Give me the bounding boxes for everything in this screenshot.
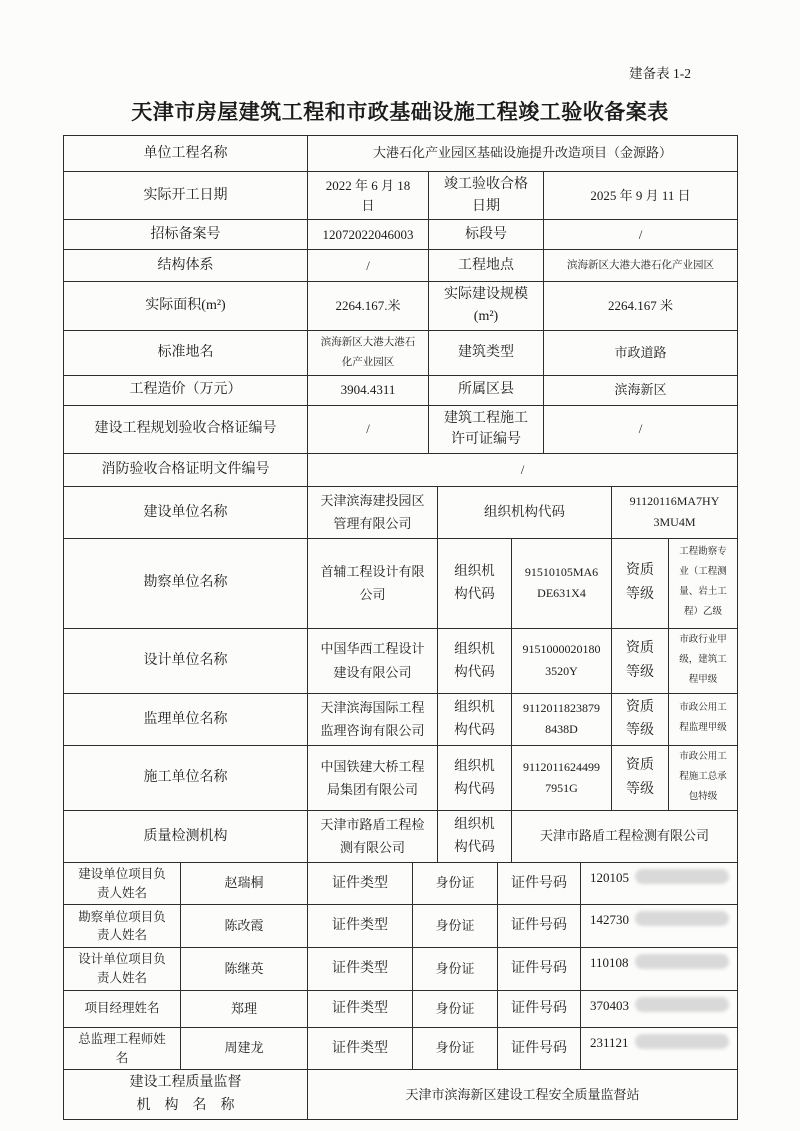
- row-survey-project-leader: [64, 905, 738, 948]
- general-label-2: 招标备案号: [64, 220, 308, 250]
- personnel-label-0: 建设单位项目负责人姓名: [64, 862, 181, 905]
- qualification-label-4: 资质等级: [612, 746, 669, 811]
- record-form-table: [63, 135, 800, 1120]
- qualification-value-1: 工程勘察专业（工程测量、岩土工程）乙级: [669, 538, 738, 628]
- personnel-label-1: 勘察单位项目负责人姓名: [64, 905, 181, 948]
- general-value-5: 滨海新区大港大港石化产业园区: [308, 330, 429, 375]
- org-code-value-0: 91120116MA7HY3MU4M: [612, 487, 738, 539]
- org-code-label-2: 组织机构代码: [438, 628, 512, 693]
- row-design-unit: [64, 628, 738, 693]
- row-project-manager: [64, 990, 738, 1027]
- general-value2-3: 滨海新区大港大港石化产业园区: [544, 250, 738, 282]
- qualification-value-3: 市政公用工程监理甲级: [669, 693, 738, 746]
- redaction-blur: [635, 954, 729, 969]
- row-project-cost: [64, 375, 738, 405]
- cert-type-label-0: 证件类型: [308, 862, 413, 905]
- general-value-4: 2264.167.米: [308, 282, 429, 330]
- general-value-6: 3904.4311: [308, 375, 429, 405]
- row-actual-area: [64, 282, 738, 330]
- id-number-3: [581, 990, 738, 1027]
- qualification-value-4: 市政公用工程施工总承包特级: [669, 746, 738, 811]
- id-number-0: [581, 862, 738, 905]
- id-number-2: [581, 948, 738, 991]
- unit-company-0: 天津滨海建投园区管理有限公司: [308, 487, 438, 539]
- row-construction-owner-unit: [64, 487, 738, 539]
- general-value-1: 2022 年 6 月 18 日: [308, 172, 429, 220]
- unit-company-1: 首辅工程设计有限公司: [308, 538, 438, 628]
- org-code-label-5: 组织机构代码: [438, 811, 512, 863]
- units-table: [63, 486, 738, 863]
- qualification-label-2: 资质等级: [612, 628, 669, 693]
- org-code-label-0: 组织机构代码: [438, 487, 612, 539]
- general-value2-6: 滨海新区: [544, 375, 738, 405]
- row-survey-unit: [64, 538, 738, 628]
- general-label-5: 标准地名: [64, 330, 308, 375]
- general-value-7: /: [308, 405, 429, 453]
- qualification-value-2: 市政行业甲级，建筑工程甲级: [669, 628, 738, 693]
- cert-type-value-2: 身份证: [413, 948, 498, 991]
- unit-label-2: 设计单位名称: [64, 628, 308, 693]
- person-name-3: 郑理: [181, 990, 308, 1027]
- personnel-label-4: 总监理工程师姓名: [64, 1027, 181, 1070]
- supervision-label: [64, 1070, 308, 1120]
- form-code: 建备表 1-2: [629, 66, 691, 81]
- general-label2-1: 竣工验收合格日期: [429, 172, 544, 220]
- row-unit-project-name: [64, 136, 738, 172]
- general-info-table: [63, 135, 738, 487]
- supervision-label-line1: 建设工程质量监督: [129, 1075, 242, 1091]
- org-code-value-5: 天津市路盾工程检测有限公司: [512, 811, 738, 863]
- org-code-label-4: 组织机构代码: [438, 746, 512, 811]
- cert-no-label-4: 证件号码: [498, 1027, 581, 1070]
- unit-label-4: 施工单位名称: [64, 746, 308, 811]
- id-number-prefix: 370403: [590, 997, 629, 1013]
- unit-company-4: 中国铁建大桥工程局集团有限公司: [308, 746, 438, 811]
- cert-type-value-4: 身份证: [413, 1027, 498, 1070]
- general-value2-7: /: [544, 405, 738, 453]
- row-quality-testing-agency: [64, 811, 738, 863]
- unit-label-1: 勘察单位名称: [64, 538, 308, 628]
- row-contractor-unit: [64, 746, 738, 811]
- page-title: 天津市房屋建筑工程和市政基础设施工程竣工验收备案表: [131, 100, 669, 124]
- supervision-value: 天津市滨海新区建设工程安全质量监督站: [308, 1070, 738, 1120]
- row-owner-project-leader: [64, 862, 738, 905]
- org-code-value-4: 91120116244997951G: [512, 746, 612, 811]
- redaction-blur: [635, 869, 729, 884]
- cert-type-value-0: 身份证: [413, 862, 498, 905]
- row-start-date: [64, 172, 738, 220]
- general-label-7: 建设工程规划验收合格证编号: [64, 405, 308, 453]
- general-value-0: 大港石化产业园区基础设施提升改造项目（金源路）: [308, 136, 738, 172]
- person-name-2: 陈继英: [181, 948, 308, 991]
- cert-type-value-1: 身份证: [413, 905, 498, 948]
- unit-label-5: 质量检测机构: [64, 811, 308, 863]
- row-bid-record-no: [64, 220, 738, 250]
- unit-company-3: 天津滨海国际工程监理咨询有限公司: [308, 693, 438, 746]
- cert-type-label-2: 证件类型: [308, 948, 413, 991]
- person-name-0: 赵瑞桐: [181, 862, 308, 905]
- unit-label-3: 监理单位名称: [64, 693, 308, 746]
- unit-label-0: 建设单位名称: [64, 487, 308, 539]
- row-planning-acceptance-no: [64, 405, 738, 453]
- org-code-label-1: 组织机构代码: [438, 538, 512, 628]
- cert-type-label-3: 证件类型: [308, 990, 413, 1027]
- supervision-label-line2: 机 构 名 称: [136, 1097, 235, 1113]
- personnel-label-2: 设计单位项目负责人姓名: [64, 948, 181, 991]
- redaction-blur: [635, 1034, 729, 1049]
- unit-company-5: 天津市路盾工程检测有限公司: [308, 811, 438, 863]
- cert-type-label-1: 证件类型: [308, 905, 413, 948]
- cert-no-label-2: 证件号码: [498, 948, 581, 991]
- row-structure-system: [64, 250, 738, 282]
- row-standard-place-name: [64, 330, 738, 375]
- general-value-3: /: [308, 250, 429, 282]
- general-label2-7: 建筑工程施工许可证编号: [429, 405, 544, 453]
- personnel-label-3: 项目经理姓名: [64, 990, 181, 1027]
- id-number-prefix: 120105: [590, 869, 629, 885]
- general-label2-6: 所属区县: [429, 375, 544, 405]
- general-label-0: 单位工程名称: [64, 136, 308, 172]
- personnel-table: [63, 862, 738, 1071]
- org-code-label-3: 组织机构代码: [438, 693, 512, 746]
- cert-type-value-3: 身份证: [413, 990, 498, 1027]
- cert-no-label-3: 证件号码: [498, 990, 581, 1027]
- org-code-value-3: 91120118238798438D: [512, 693, 612, 746]
- row-quality-supervision-agency: [64, 1070, 738, 1120]
- org-code-value-1: 91510105MA6DE631X4: [512, 538, 612, 628]
- id-number-prefix: 231121: [590, 1034, 629, 1050]
- id-number-1: [581, 905, 738, 948]
- qualification-label-1: 资质等级: [612, 538, 669, 628]
- general-label-3: 结构体系: [64, 250, 308, 282]
- id-number-prefix: 110108: [590, 955, 629, 971]
- general-label-6: 工程造价（万元）: [64, 375, 308, 405]
- person-name-1: 陈改霞: [181, 905, 308, 948]
- general-value-8: /: [308, 454, 738, 487]
- id-number-4: [581, 1027, 738, 1070]
- supervision-agency-table: [63, 1069, 738, 1120]
- general-value2-4: 2264.167 米: [544, 282, 738, 330]
- unit-company-2: 中国华西工程设计建设有限公司: [308, 628, 438, 693]
- row-chief-supervision-engineer: [64, 1027, 738, 1070]
- id-number-prefix: 142730: [590, 912, 629, 928]
- cert-type-label-4: 证件类型: [308, 1027, 413, 1070]
- general-label2-2: 标段号: [429, 220, 544, 250]
- row-fire-acceptance-no: [64, 454, 738, 487]
- general-value2-1: 2025 年 9 月 11 日: [544, 172, 738, 220]
- general-label-1: 实际开工日期: [64, 172, 308, 220]
- row-supervision-unit: [64, 693, 738, 746]
- general-label-8: 消防验收合格证明文件编号: [64, 454, 308, 487]
- general-value-2: 12072022046003: [308, 220, 429, 250]
- general-value2-2: /: [544, 220, 738, 250]
- general-value2-5: 市政道路: [544, 330, 738, 375]
- org-code-value-2: 91510000201803520Y: [512, 628, 612, 693]
- general-label2-5: 建筑类型: [429, 330, 544, 375]
- redaction-blur: [635, 911, 729, 926]
- general-label-4: 实际面积(m²): [64, 282, 308, 330]
- qualification-label-3: 资质等级: [612, 693, 669, 746]
- general-label2-3: 工程地点: [429, 250, 544, 282]
- row-design-project-leader: [64, 948, 738, 991]
- redaction-blur: [635, 997, 729, 1012]
- cert-no-label-1: 证件号码: [498, 905, 581, 948]
- general-label2-4: 实际建设规模(m²): [429, 282, 544, 330]
- cert-no-label-0: 证件号码: [498, 862, 581, 905]
- person-name-4: 周建龙: [181, 1027, 308, 1070]
